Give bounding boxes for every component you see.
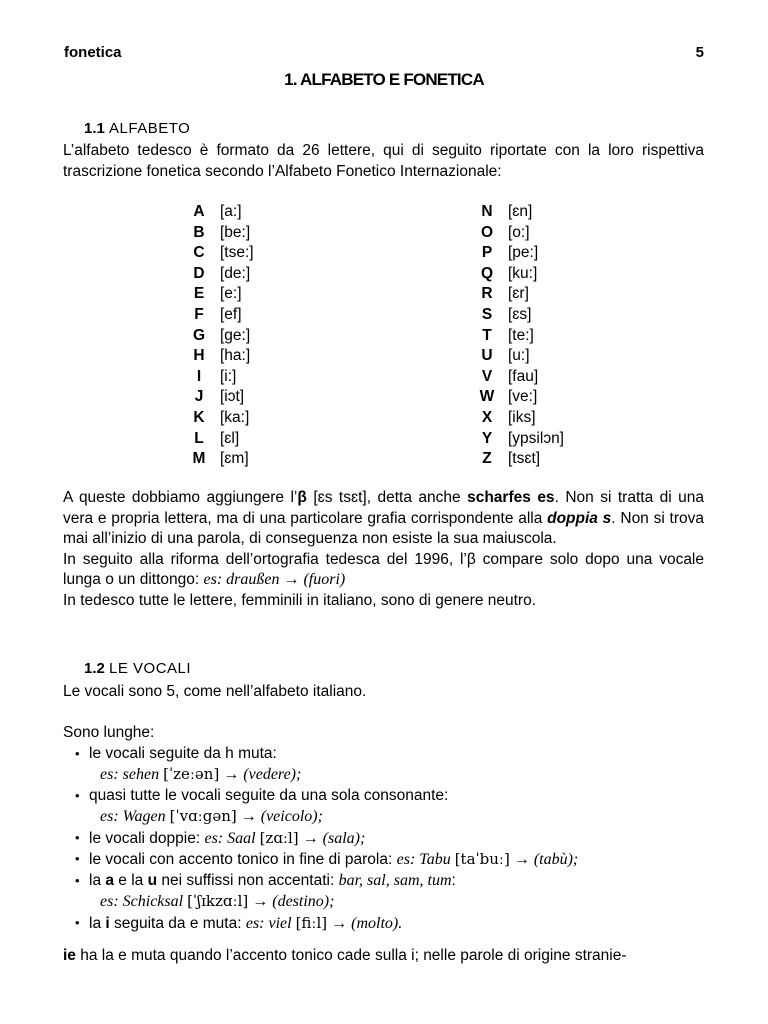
alphabet-ipa: [ɛl] [220, 429, 240, 447]
bullet: • [75, 851, 80, 866]
alphabet-ipa: [ge:] [220, 326, 251, 344]
alphabet-letter: J [194, 388, 204, 406]
alphabet-row [476, 367, 564, 388]
section-heading-alfabeto [84, 120, 190, 137]
alphabet-ipa: [pe:] [508, 244, 539, 262]
alphabet-ipa: [ɛs] [508, 305, 532, 323]
alphabet-row [476, 449, 564, 470]
page-header [64, 44, 704, 64]
alphabet-letter: Q [480, 264, 494, 282]
alphabet-ipa: [i:] [220, 367, 237, 385]
alphabet-ipa: [te:] [508, 326, 534, 344]
alphabet-row [188, 305, 254, 326]
alphabet-ipa: [e:] [220, 285, 242, 303]
alphabet-ipa: [iks] [508, 408, 536, 426]
section-label: LE VOCALI [109, 660, 192, 677]
alphabet-ipa: [iɔt] [220, 388, 245, 406]
alphabet-ipa: [be:] [220, 223, 251, 241]
long-vowels-list [63, 723, 723, 934]
list-item: • le vocali con accento tonico in fine di parola: es: Tabu [taˈbuː] → (tabù); [75, 850, 579, 868]
doppia-s: doppia s [547, 509, 612, 527]
bullet: • [75, 787, 80, 803]
alphabet-row [476, 305, 564, 326]
alphabet-row [476, 264, 564, 285]
list-item: • la a e la u nei suffissi non accentati: bar, sal, sam, tum: es: Schicksal [ˈʃɪkzɑːl] → (destino); [75, 871, 456, 910]
alphabet-letter: Y [481, 429, 493, 447]
alphabet-letter: L [194, 429, 204, 447]
alphabet-letter: U [481, 347, 493, 365]
alphabet-letter: F [194, 305, 204, 323]
alphabet-row [188, 326, 254, 347]
alphabet-row [188, 367, 254, 388]
alphabet-letter: I [196, 367, 202, 385]
alphabet-letter: G [192, 326, 206, 344]
alphabet-row [476, 284, 564, 305]
alphabet-row [188, 202, 254, 223]
alphabet-ipa: [ka:] [220, 408, 250, 426]
alphabet-row [476, 202, 564, 223]
alphabet-ipa: [o:] [508, 223, 530, 241]
alphabet-ipa: [ku:] [508, 264, 538, 282]
alphabet-row [188, 223, 254, 244]
alphabet-row [476, 326, 564, 347]
alphabet-row [188, 429, 254, 450]
alphabet-letter: H [193, 347, 205, 365]
alphabet-row [188, 284, 254, 305]
ie-paragraph: ie ha la e muta quando l’accento tonico cade sulla i; nelle parole di origine stranie- [63, 947, 627, 964]
riforma-text: In seguito alla riforma dell’ortografia tedesca del 1996, l’β compare solo dopo una vocale lunga o un dittongo: es: draußen → (fuori) [63, 550, 704, 588]
list-item: • la i seguita da e muta: es: viel [fiːl] → (molto). [75, 913, 403, 932]
alphabet-letter: W [479, 388, 495, 406]
eszett-paragraph [63, 488, 704, 611]
alphabet-letter: O [480, 223, 494, 241]
alphabet-ipa: [de:] [220, 264, 251, 282]
alphabet-ipa: [tsɛt] [508, 450, 541, 468]
vocali-intro: Le vocali sono 5, come nell’alfabeto italiano. [63, 683, 367, 700]
alphabet-row [188, 387, 254, 408]
alphabet-ipa: [ɛm] [220, 450, 249, 468]
alphabet-ipa: [fau] [508, 367, 539, 385]
eszett-text: A queste dobbiamo aggiungere l’β [ɛs tsɛt], detta anche scharfes es. Non si tratta di una vera e propria lettera, ma di una particolare grafia corrispondente alla doppia s. Non si trova mai all’inizio di una parola, di conseguenza non esiste la sua maiuscola. [63, 489, 705, 547]
alphabet-row [188, 243, 254, 264]
alphabet-column-left [188, 202, 254, 470]
bullet: • [75, 745, 80, 761]
intro-text: L’alfabeto tedesco è formato da 26 lettere, qui di seguito riportate con la loro rispettiva trascrizione fonetica secondo l’Alfabeto Fonetico Internazionale: [63, 142, 704, 180]
list-title: Sono lunghe: [63, 724, 155, 741]
alphabet-row [476, 408, 564, 429]
alphabet-row [476, 346, 564, 367]
alphabet-letter: D [193, 264, 205, 282]
section-heading-vocali [84, 660, 191, 677]
alphabet-letter: A [193, 203, 205, 220]
alphabet-letter: X [481, 408, 493, 426]
alphabet-letter: T [482, 326, 492, 344]
alphabet-ipa: [u:] [508, 347, 530, 365]
alphabet-ipa: [ve:] [508, 388, 538, 406]
list-item: • le vocali seguite da h muta: es: sehen [ˈzeːən] → (vedere); [75, 744, 302, 783]
alphabet-letter: Z [482, 450, 492, 468]
alphabet-ipa: [ypsilɔn] [508, 429, 564, 447]
list-item: • le vocali doppie: es: Saal [zɑːl] → (sala); [75, 828, 366, 847]
alphabet-row [188, 408, 254, 429]
alphabet-row [188, 264, 254, 285]
intro-paragraph [63, 141, 704, 182]
section-number: 1.1 [84, 120, 105, 137]
alphabet-ipa: [ɛn] [508, 203, 533, 220]
ie-digraph: ie [63, 947, 76, 964]
alphabet-row [476, 223, 564, 244]
eszett-symbol: β [297, 489, 307, 506]
bullet: • [75, 914, 80, 930]
genere-text: In tedesco tutte le lettere, femminili in italiano, sono di genere neutro. [63, 591, 537, 609]
alphabet-letter: B [193, 223, 205, 241]
alphabet-letter: R [481, 285, 493, 303]
bullet: • [75, 829, 80, 845]
example-draussen: es: draußen → (fuori) [203, 571, 346, 588]
list-item: • quasi tutte le vocali seguite da una sola consonante: es: Wagen [ˈvɑːgən] → (veicolo); [75, 786, 449, 825]
alphabet-row [188, 449, 254, 470]
alphabet-ipa: [tse:] [220, 244, 254, 262]
scharfes-es: scharfes es [467, 489, 555, 506]
alphabet-column-right [476, 202, 564, 470]
alphabet-row [476, 429, 564, 450]
alphabet-letter: E [193, 285, 205, 303]
page-number: 5 [695, 44, 704, 61]
alphabet-letter: V [481, 367, 493, 385]
chapter-title: 1. ALFABETO E FONETICA [284, 70, 484, 89]
alphabet-ipa: [ha:] [220, 347, 251, 365]
alphabet-letter: K [193, 408, 205, 426]
alphabet-letter: M [192, 450, 206, 468]
alphabet-ipa: [ɛr] [508, 285, 529, 303]
alphabet-row [476, 243, 564, 264]
alphabet-ipa: [a:] [220, 203, 242, 220]
bullet: • [75, 872, 80, 888]
alphabet-row [476, 387, 564, 408]
alphabet-letter: S [481, 305, 493, 323]
section-label: ALFABETO [109, 120, 191, 137]
alphabet-letter: C [193, 244, 205, 262]
alphabet-row [188, 346, 254, 367]
running-head: fonetica [64, 44, 122, 61]
section-number: 1.2 [84, 660, 105, 677]
alphabet-ipa: [ef] [220, 305, 242, 323]
alphabet-letter: N [481, 203, 493, 220]
alphabet-letter: P [481, 244, 493, 262]
